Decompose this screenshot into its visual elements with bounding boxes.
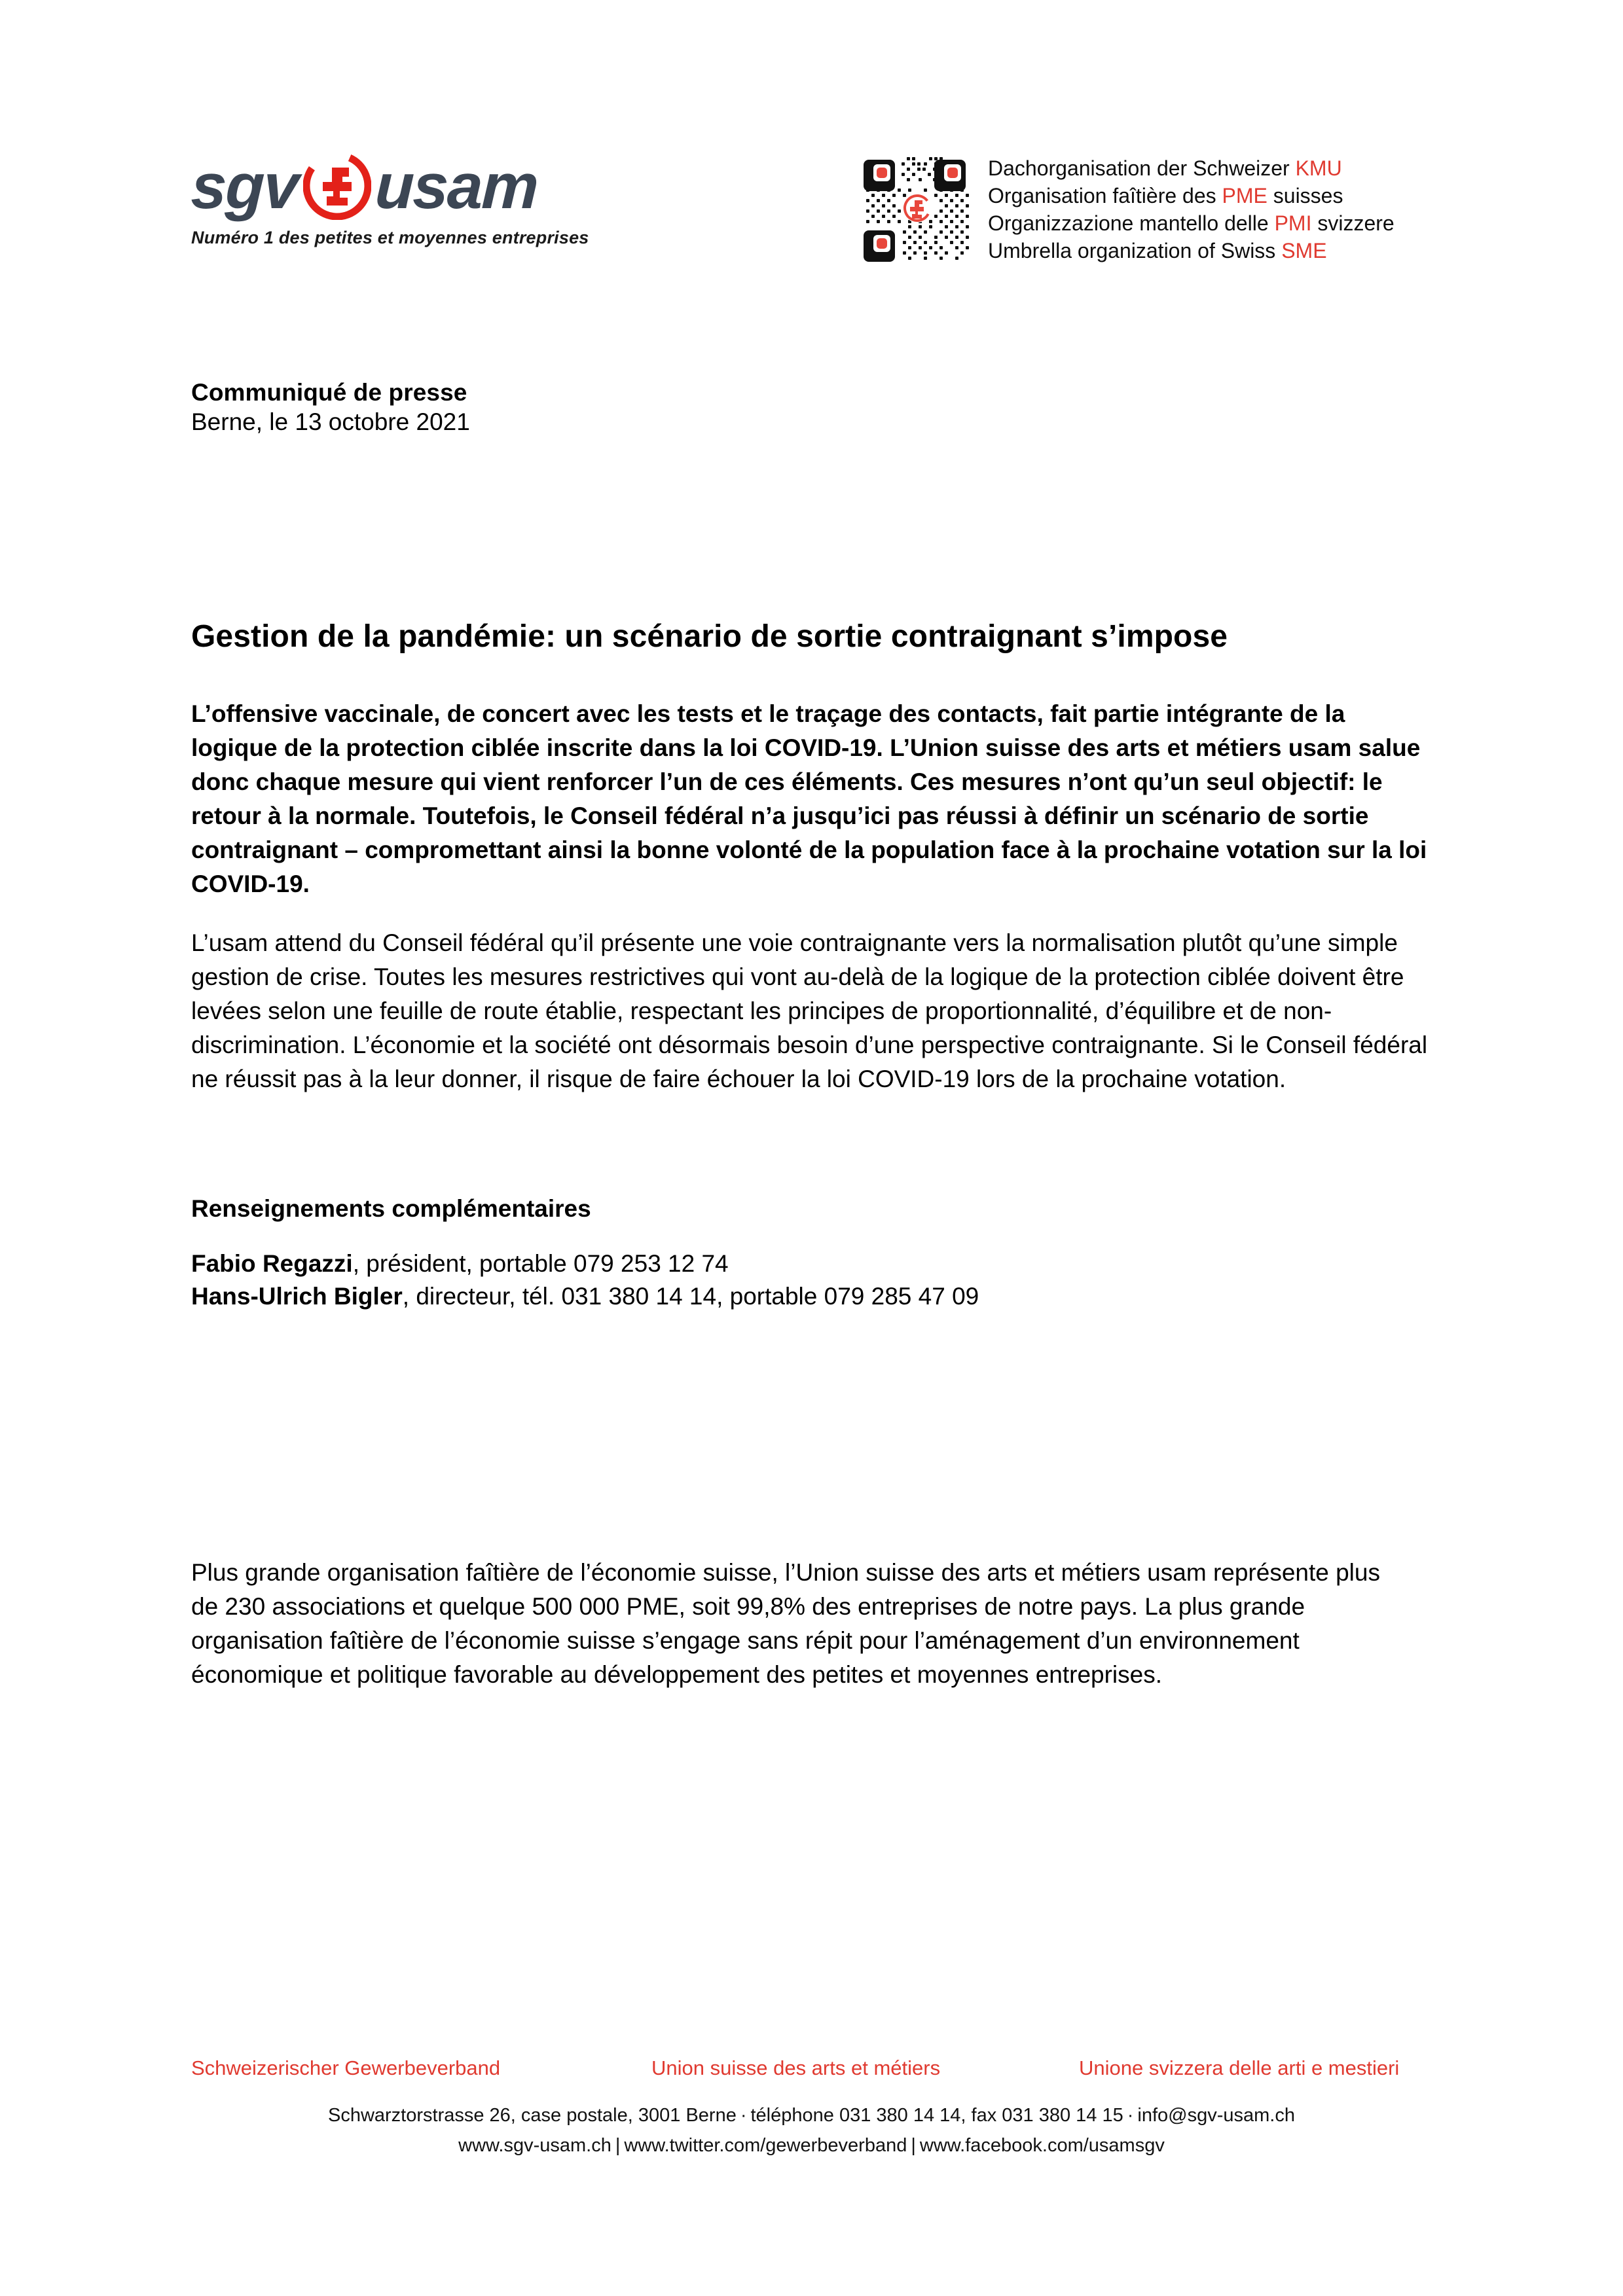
release-dateline: Berne, le 13 octobre 2021 bbox=[191, 408, 470, 435]
usam-circle-cross-logo bbox=[303, 152, 371, 220]
contact-name-director: Hans-Ulrich Bigler bbox=[191, 1283, 403, 1310]
footer-name-de: Schweizerischer Gewerbeverband bbox=[191, 2056, 501, 2079]
footer-website-link[interactable]: www.sgv-usam.ch bbox=[458, 2135, 611, 2156]
qr-code bbox=[861, 152, 974, 264]
page-header bbox=[0, 137, 1623, 281]
boilerplate-paragraph: Plus grande organisation faîtière de l’économie suisse, l’Union suisse des arts et métiers usam représente plus de 230 associations et quelque 500 000 PME, soit 99,8% des entreprises de notre pays. La plus grande organisation faîtière de l’économie suisse s’engage sans répit pour l’aménagement d’un environnement économique et politique favorable au développement des petites et moyennes entreprises. bbox=[191, 1559, 1380, 1688]
footer-phone: téléphone 031 380 14 14, fax 031 380 14 15 bbox=[750, 2105, 1123, 2126]
lead-paragraph: L’offensive vaccinale, de concert avec les tests et le traçage des contacts, fait partie intégrante de la logique de la protection ciblée inscrite dans la loi COVID-19. L’Union suisse des arts et métiers usam salue donc chaque mesure qui vient renforcer l’un de ces éléments. Ces mesures n’ont qu’un seul objectif: le retour à la normale. Toutefois, le Conseil fédéral n’a jusqu’ici pas réussi à définir un scénario de sortie contraignant – compromettant ainsi la bonne volonté de la population face à la prochaine votation sur la loi COVID-19. bbox=[191, 700, 1427, 897]
release-type-label: Communiqué de presse bbox=[191, 379, 467, 406]
org-line-it-pre: Organizzazione mantello delle bbox=[988, 211, 1275, 235]
footer-address-line bbox=[0, 2101, 1623, 2130]
logo-tagline: Numéro 1 des petites et moyennes entreprises bbox=[191, 228, 589, 247]
usam-wordmark bbox=[191, 151, 597, 221]
release-kicker bbox=[191, 378, 1432, 437]
org-language-lines bbox=[988, 152, 1395, 264]
footer-separator-2: · bbox=[1127, 2105, 1134, 2126]
footer-street: Schwarztorstrasse 26, case postale, 3001 Berne bbox=[327, 2105, 737, 2126]
footer-links-line bbox=[0, 2131, 1623, 2160]
contact-person-director bbox=[191, 1280, 1432, 1313]
header-right-block bbox=[861, 152, 1395, 264]
org-line-it-post: svizzere bbox=[1311, 211, 1395, 235]
footer-email-link[interactable]: info@sgv-usam.ch bbox=[1137, 2105, 1295, 2126]
contacts-section bbox=[191, 1194, 1432, 1313]
footer-separator-1: · bbox=[740, 2105, 747, 2126]
org-line-fr bbox=[988, 182, 1395, 209]
org-line-it bbox=[988, 209, 1395, 237]
footer-link-separator-2: | bbox=[911, 2135, 916, 2156]
contact-details-president: , président, portable 079 253 12 74 bbox=[352, 1250, 729, 1277]
logo-word-sgv: sgv bbox=[190, 150, 299, 222]
org-line-de-pre: Dachorganisation der Schweizer bbox=[988, 156, 1296, 180]
page-title: Gestion de la pandémie: un scénario de sortie contraignant s’impose bbox=[191, 619, 1228, 655]
contacts-heading: Renseignements complémentaires bbox=[191, 1195, 591, 1222]
page-footer bbox=[0, 2055, 1623, 2160]
footer-link-separator-1: | bbox=[615, 2135, 621, 2156]
org-line-de-highlight: KMU bbox=[1295, 156, 1342, 180]
footer-organization-names bbox=[0, 2055, 1623, 2088]
contact-details-director: , directeur, tél. 031 380 14 14, portable 079 285 47 09 bbox=[402, 1283, 979, 1310]
contact-name-president: Fabio Regazzi bbox=[191, 1250, 353, 1277]
org-line-fr-pre: Organisation faîtière des bbox=[988, 184, 1222, 207]
org-line-en-pre: Umbrella organization of Swiss bbox=[988, 239, 1282, 262]
usam-logo-block bbox=[191, 151, 597, 248]
footer-name-it: Unione svizzera delle arti e mestieri bbox=[1079, 2056, 1400, 2079]
contact-person-president bbox=[191, 1247, 1432, 1280]
org-line-it-highlight: PMI bbox=[1274, 211, 1312, 235]
org-line-fr-post: suisses bbox=[1267, 184, 1343, 207]
org-line-de bbox=[988, 154, 1395, 182]
org-line-en-highlight: SME bbox=[1281, 239, 1327, 262]
body-paragraph: L’usam attend du Conseil fédéral qu’il présente une voie contraignante vers la normalisation plutôt qu’une simple gestion de crise. Toutes les mesures restrictives qui vont au-delà de la logique de la protection ciblée doivent être levées selon une feuille de route établie, respectant les principes de proportionnalité, d’équilibre et de non-discrimination. L’économie et la société ont désormais besoin d’une perspective contraignante. Si le Conseil fédéral ne réussit pas à la leur donner, il risque de faire échouer la loi COVID-19 lors de la prochaine votation. bbox=[191, 929, 1428, 1092]
logo-word-usam: usam bbox=[373, 150, 539, 222]
org-line-fr-highlight: PME bbox=[1222, 184, 1267, 207]
org-line-en bbox=[988, 237, 1395, 264]
footer-name-fr: Union suisse des arts et métiers bbox=[651, 2056, 941, 2079]
footer-twitter-link[interactable]: www.twitter.com/gewerbeverband bbox=[624, 2135, 907, 2156]
footer-facebook-link[interactable]: www.facebook.com/usamsgv bbox=[919, 2135, 1165, 2156]
